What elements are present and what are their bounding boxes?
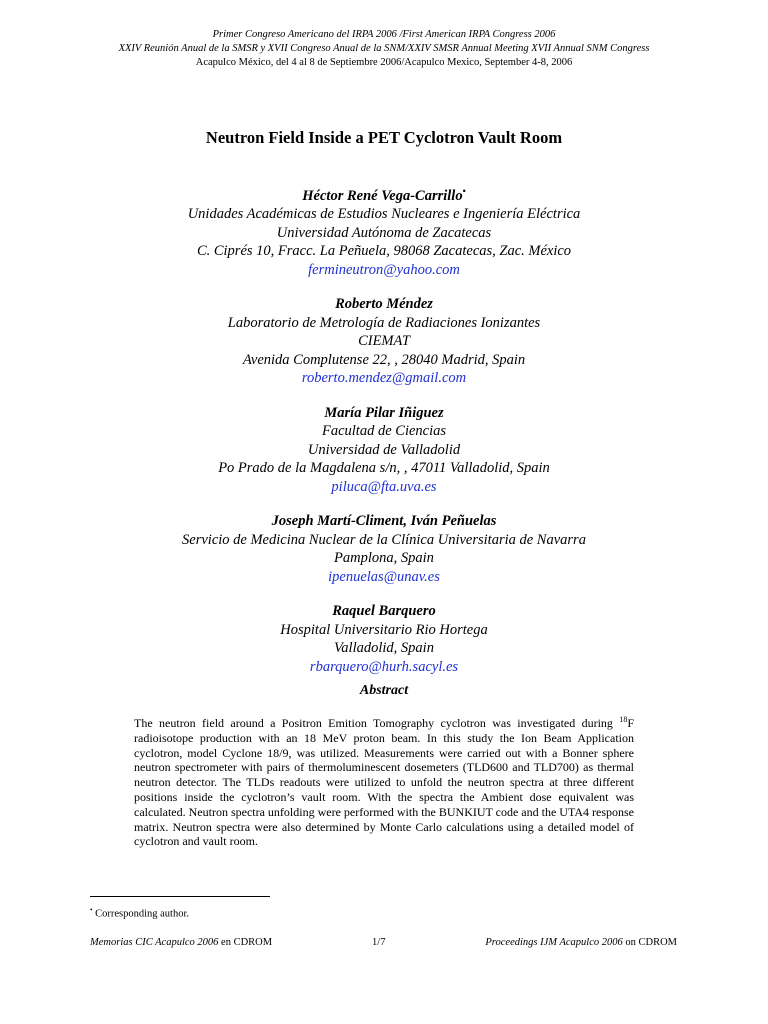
affiliation-line: CIEMAT <box>358 333 410 350</box>
affiliation-line: Servicio de Medicina Nuclear de la Clínica Universitaria de Navarra <box>182 531 586 548</box>
footnote: • Corresponding author. <box>90 906 189 920</box>
page-footer <box>90 937 677 948</box>
footnote-marker: • <box>90 906 93 914</box>
footnote-divider <box>90 896 270 897</box>
corresponding-marker: • <box>462 186 466 196</box>
author-block <box>0 295 768 388</box>
running-head <box>0 28 768 70</box>
abstract-body: The neutron field around a Positron Emition Tomography cyclotron was investigated during $^{18}$F radioisotope production with an 18 MeV proton beam. In this study the Ion Beam Application cyclotron, model Cyclone 18/9, was utilized. Measurements were carried out with a Bonner sphere neutron spectrometer with pairs of thermoluminescent dosemeters (TLD600 and TLD700) as thermal neutron detector. The TLDs readouts were utilized to unfold the neutron spectra at three different positions inside the cyclotron’s vault room. With the spectra the Ambient dose equivalent was calculated. Neutron spectra unfolding were performed with the BUNKIUT code and the UTA4 response matrix. Neutron spectra were also determined by Monte Carlo calculations using a detailed model of cyclotron and vault room. <box>134 715 634 849</box>
author-email-link[interactable]: rbarquero@hurh.sacyl.es <box>309 658 459 675</box>
author-email-link[interactable]: ipenuelas@unav.es <box>328 568 440 585</box>
author-email-link[interactable]: piluca@fta.uva.es <box>331 478 437 495</box>
affiliation-line: Laboratorio de Metrología de Radiaciones Ionizantes <box>227 314 541 331</box>
author-block <box>0 512 768 586</box>
author-name: Roberto Méndez <box>335 296 433 313</box>
running-head-line-3: Acapulco México, del 4 al 8 de Septiembre 2006/Acapulco Mexico, September 4-8, 2006 <box>195 57 573 68</box>
author-name: Héctor René Vega-Carrillo• <box>302 186 466 204</box>
affiliation-line: Hospital Universitario Rio Hortega <box>280 621 488 638</box>
affiliation-line: Avenida Complutense 22, , 28040 Madrid, Spain <box>242 351 526 368</box>
abstract-heading: Abstract <box>359 683 409 698</box>
footer-right: Proceedings IJM Acapulco 2006 on CDROM <box>485 937 677 948</box>
author-name: Raquel Barquero <box>332 603 436 620</box>
author-email-link[interactable]: fermineutron@yahoo.com <box>308 261 460 278</box>
affiliation-line: Po Prado de la Magdalena s/n, , 47011 Valladolid, Spain <box>218 460 550 477</box>
affiliation-line: Universidad Autónoma de Zacatecas <box>276 224 492 241</box>
affiliation-line: Unidades Académicas de Estudios Nucleares e Ingeniería Eléctrica <box>187 206 581 223</box>
paper-title: Neutron Field Inside a PET Cyclotron Vault Room <box>205 128 563 147</box>
isotope-superscript: 18 <box>619 715 628 724</box>
author-block <box>0 602 768 676</box>
page-number: 1/7 <box>372 937 386 948</box>
footer-left: Memorias CIC Acapulco 2006 en CDROM <box>90 937 273 948</box>
affiliation-line: Facultad de Ciencias <box>321 423 447 440</box>
author-name: María Pilar Iñiguez <box>324 404 444 421</box>
affiliation-line: Pamplona, Spain <box>334 550 434 567</box>
running-head-line-2: XXIV Reunión Anual de la SMSR y XVII Congreso Anual de la SNM/XXIV SMSR Annual Meeting XVII Annual SNM Congress <box>118 43 650 54</box>
author-list <box>0 182 768 692</box>
affiliation-line: C. Ciprés 10, Fracc. La Peñuela, 98068 Zacatecas, Zac. México <box>196 243 572 260</box>
affiliation-line: Universidad de Valladolid <box>307 441 461 458</box>
author-block <box>0 182 768 279</box>
author-block <box>0 404 768 497</box>
running-head-line-1: Primer Congreso Americano del IRPA 2006 /First American IRPA Congress 2006 <box>212 29 556 40</box>
affiliation-line: Valladolid, Spain <box>334 640 434 657</box>
author-name: Joseph Martí-Climent, Iván Peñuelas <box>271 513 497 530</box>
author-email-link[interactable]: roberto.mendez@gmail.com <box>301 370 467 387</box>
